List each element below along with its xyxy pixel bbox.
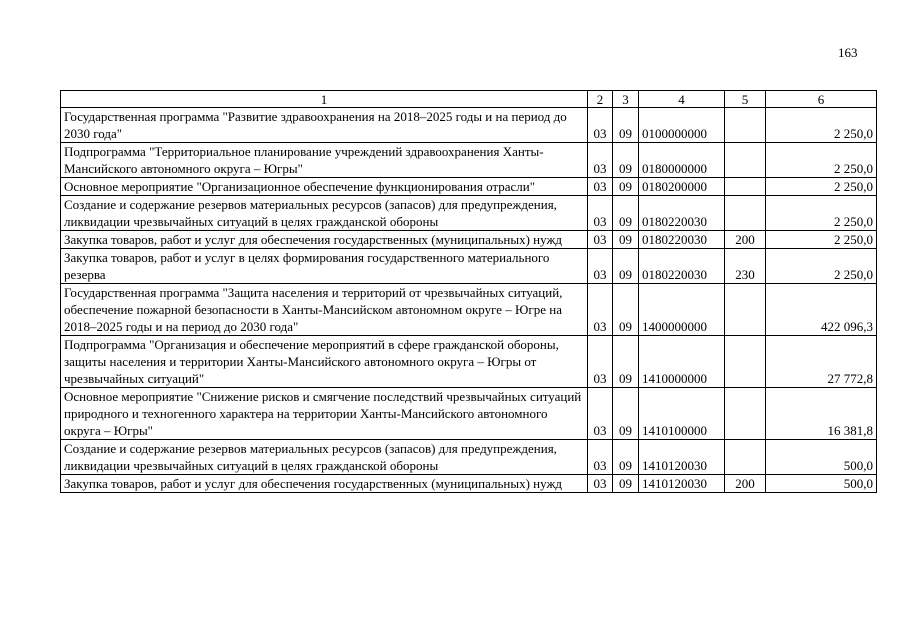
table-row — [61, 196, 877, 231]
row-amount: 500,0 — [766, 475, 877, 493]
row-expense-type — [725, 440, 766, 475]
row-expense-type: 200 — [725, 231, 766, 249]
row-target-item: 0180220030 — [639, 231, 725, 249]
row-name: Подпрограмма "Территориальное планирование учреждений здравоохранения Ханты-Мансийского автономного округа – Югры" — [61, 143, 588, 178]
header-col-rz: 2 — [588, 91, 613, 108]
table-row — [61, 108, 877, 143]
row-name: Основное мероприятие "Организационное обеспечение функционирования отрасли" — [61, 178, 588, 196]
row-subsection: 09 — [613, 388, 639, 440]
row-amount: 16 381,8 — [766, 388, 877, 440]
row-expense-type — [725, 196, 766, 231]
table-row — [61, 178, 877, 196]
row-subsection: 09 — [613, 284, 639, 336]
row-expense-type — [725, 143, 766, 178]
row-amount: 2 250,0 — [766, 231, 877, 249]
table-row — [61, 249, 877, 284]
row-section: 03 — [588, 336, 613, 388]
row-target-item: 1410120030 — [639, 475, 725, 493]
table-row — [61, 388, 877, 440]
header-col-csr: 4 — [639, 91, 725, 108]
table-row — [61, 231, 877, 249]
row-amount: 27 772,8 — [766, 336, 877, 388]
table-row — [61, 143, 877, 178]
row-name: Подпрограмма "Организация и обеспечение мероприятий в сфере гражданской обороны, защиты населения и территории Ханты-Мансийского автономного округа – Югры от чрезвычайных ситуаций" — [61, 336, 588, 388]
row-section: 03 — [588, 108, 613, 143]
row-name: Государственная программа "Развитие здравоохранения на 2018–2025 годы и на период до 2030 года" — [61, 108, 588, 143]
row-subsection: 09 — [613, 143, 639, 178]
row-target-item: 0180000000 — [639, 143, 725, 178]
row-subsection: 09 — [613, 178, 639, 196]
row-target-item: 1400000000 — [639, 284, 725, 336]
row-target-item: 0100000000 — [639, 108, 725, 143]
row-name: Государственная программа "Защита населения и территорий от чрезвычайных ситуаций, обеспечение пожарной безопасности в Ханты-Мансийском автономном округе – Югре на 2018–2025 годы и на период до 2030 года" — [61, 284, 588, 336]
row-section: 03 — [588, 231, 613, 249]
row-section: 03 — [588, 249, 613, 284]
row-section: 03 — [588, 475, 613, 493]
row-target-item: 1410120030 — [639, 440, 725, 475]
row-expense-type — [725, 108, 766, 143]
row-name: Закупка товаров, работ и услуг для обеспечения государственных (муниципальных) нужд — [61, 231, 588, 249]
row-amount: 500,0 — [766, 440, 877, 475]
row-name: Закупка товаров, работ и услуг в целях формирования государственного материального резерва — [61, 249, 588, 284]
row-amount: 422 096,3 — [766, 284, 877, 336]
row-subsection: 09 — [613, 108, 639, 143]
table-row — [61, 336, 877, 388]
row-amount: 2 250,0 — [766, 143, 877, 178]
row-target-item: 1410000000 — [639, 336, 725, 388]
row-section: 03 — [588, 143, 613, 178]
page-number: 163 — [838, 45, 858, 60]
row-expense-type — [725, 336, 766, 388]
table-header-row — [61, 91, 877, 108]
row-subsection: 09 — [613, 196, 639, 231]
row-target-item: 0180220030 — [639, 249, 725, 284]
row-subsection: 09 — [613, 440, 639, 475]
row-name: Закупка товаров, работ и услуг для обеспечения государственных (муниципальных) нужд — [61, 475, 588, 493]
row-subsection: 09 — [613, 336, 639, 388]
row-amount: 2 250,0 — [766, 249, 877, 284]
header-col-sum: 6 — [766, 91, 877, 108]
row-amount: 2 250,0 — [766, 108, 877, 143]
budget-table — [60, 90, 877, 493]
table-row — [61, 475, 877, 493]
row-expense-type: 230 — [725, 249, 766, 284]
row-section: 03 — [588, 388, 613, 440]
row-subsection: 09 — [613, 475, 639, 493]
row-name: Создание и содержание резервов материальных ресурсов (запасов) для предупреждения, ликвидации чрезвычайных ситуаций в целях гражданской обороны — [61, 196, 588, 231]
table-row — [61, 284, 877, 336]
row-section: 03 — [588, 284, 613, 336]
header-col-name: 1 — [61, 91, 588, 108]
row-expense-type: 200 — [725, 475, 766, 493]
row-expense-type — [725, 178, 766, 196]
row-target-item: 0180220030 — [639, 196, 725, 231]
row-section: 03 — [588, 196, 613, 231]
row-name: Создание и содержание резервов материальных ресурсов (запасов) для предупреждения, ликвидации чрезвычайных ситуаций в целях гражданской обороны — [61, 440, 588, 475]
row-subsection: 09 — [613, 231, 639, 249]
row-target-item: 1410100000 — [639, 388, 725, 440]
row-target-item: 0180200000 — [639, 178, 725, 196]
row-expense-type — [725, 284, 766, 336]
row-amount: 2 250,0 — [766, 196, 877, 231]
row-name: Основное мероприятие "Снижение рисков и смягчение последствий чрезвычайных ситуаций природного и техногенного характера на территории Ханты-Мансийского автономного округа – Югры" — [61, 388, 588, 440]
row-amount: 2 250,0 — [766, 178, 877, 196]
table-row — [61, 440, 877, 475]
row-section: 03 — [588, 440, 613, 475]
header-col-vr: 5 — [725, 91, 766, 108]
row-expense-type — [725, 388, 766, 440]
row-subsection: 09 — [613, 249, 639, 284]
row-section: 03 — [588, 178, 613, 196]
header-col-pr: 3 — [613, 91, 639, 108]
